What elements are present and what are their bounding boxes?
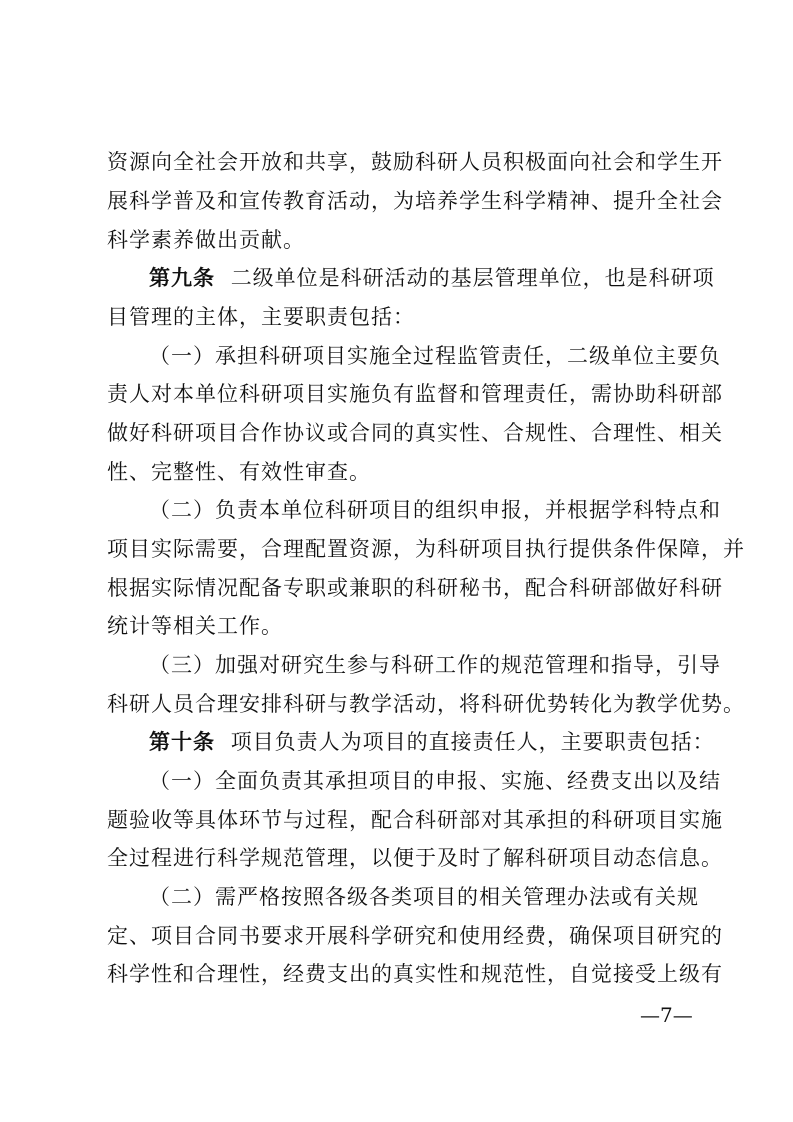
page-number: —7— [640,1003,693,1027]
text-line: 定、项目合同书要求开展科学研究和使用经费，确保项目研究的 [107,924,723,948]
text-line: 做好科研项目合作协议或合同的真实性、合规性、合理性、相关 [107,421,723,445]
text-line: 性、完整性、有效性审查。 [107,460,371,484]
text-line: 资源向全社会开放和共享，鼓励科研人员积极面向社会和学生开 [107,150,723,174]
article-9-heading: 第九条 [149,265,215,290]
text-line: 项目实际需要，合理配置资源，为科研项目执行提供条件保障，并 [107,537,745,561]
text-line: 全过程进行科学规范管理，以便于及时了解科研项目动态信息。 [107,846,723,870]
text-line: （三）加强对研究生参与科研工作的规范管理和指导，引导 [149,653,721,677]
article-10-line [149,730,715,754]
text-line: 科学素养做出贡献。 [107,228,305,252]
text-line: 责人对本单位科研项目实施负有监督和管理责任，需协助科研部 [107,382,723,406]
text-line: 目管理的主体，主要职责包括： [107,305,415,329]
text-line: 统计等相关工作。 [107,614,283,638]
text-line: 题验收等具体环节与过程，配合科研部对其承担的科研项目实施 [107,808,723,832]
text-line: （二）需严格按照各级各类项目的相关管理办法或有关规 [149,885,699,909]
text-line: （二）负责本单位科研项目的组织申报，并根据学科特点和 [149,498,721,522]
text-line: 科学性和合理性，经费支出的真实性和规范性，自觉接受上级有 [107,962,723,986]
text-line: （一）承担科研项目实施全过程监管责任，二级单位主要负 [149,344,721,368]
article-9-line [149,266,715,290]
text-line: 根据实际情况配备专职或兼职的科研秘书，配合科研部做好科研 [107,576,723,600]
text-line: 展科学普及和宣传教育活动，为培养学生科学精神、提升全社会 [107,189,723,213]
article-9-text: 二级单位是科研活动的基层管理单位，也是科研项 [230,266,715,290]
article-10-text: 项目负责人为项目的直接责任人，主要职责包括： [230,730,715,754]
text-line: （一）全面负责其承担项目的申报、实施、经费支出以及结 [149,769,721,793]
text-line: 科研人员合理安排科研与教学活动，将科研优势转化为教学优势。 [107,692,745,716]
article-10-heading: 第十条 [149,729,215,754]
